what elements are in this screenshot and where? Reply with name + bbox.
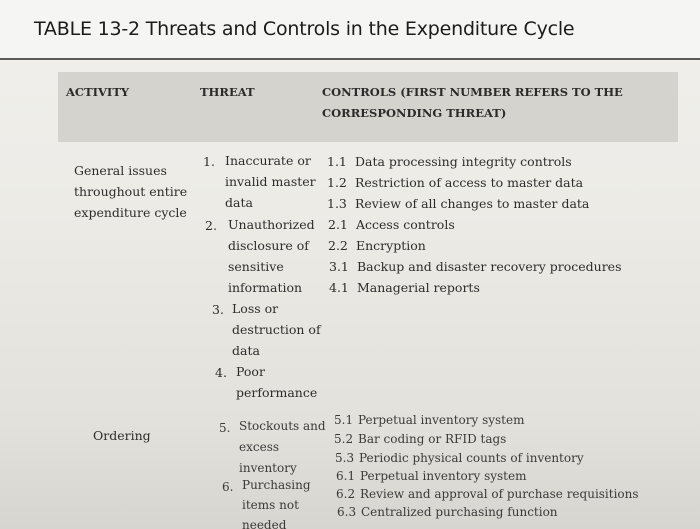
- control-item: 3.1 Backup and disaster recovery procedures: [329, 259, 622, 274]
- control-item: 6.3 Centralized purchasing function: [337, 505, 558, 519]
- threat-number: 1.: [203, 154, 215, 169]
- threat-number: 2.: [205, 218, 217, 233]
- header-controls-line1: CONTROLS (FIRST NUMBER REFERS TO THE: [322, 85, 623, 99]
- threat-number: 5.: [219, 421, 231, 435]
- control-item: 2.1 Access controls: [328, 217, 455, 232]
- activity-general-line2: throughout entire: [74, 184, 188, 199]
- activity-ordering: Ordering: [93, 428, 151, 443]
- threat-text: Purchasing items not needed: [242, 478, 311, 529]
- control-item: 5.3 Periodic physical counts of inventory: [335, 451, 584, 465]
- control-item: 5.2 Bar coding or RFID tags: [334, 432, 507, 446]
- header-controls-line2: CORRESPONDING THREAT): [322, 106, 507, 120]
- header-activity: ACTIVITY: [66, 85, 130, 99]
- threat-number: 4.: [215, 365, 227, 380]
- threat-text: Stockouts and excess inventory: [239, 419, 326, 475]
- control-item: 2.2 Encryption: [328, 238, 426, 253]
- threat-text: Poor performance: [236, 364, 318, 400]
- control-item: 4.1 Managerial reports: [329, 280, 480, 295]
- threat-number: 3.: [212, 302, 224, 317]
- control-item: 1.3 Review of all changes to master data: [327, 196, 590, 211]
- control-item: 6.1 Perpetual inventory system: [336, 469, 527, 483]
- threat-text: Unauthorized disclosure of sensitive information: [228, 217, 315, 295]
- threat-text: Inaccurate or invalid master data: [225, 153, 316, 210]
- header-threat: THREAT: [200, 85, 255, 99]
- control-item: 5.1 Perpetual inventory system: [334, 413, 525, 427]
- control-item: 1.1 Data processing integrity controls: [327, 154, 572, 169]
- threat-number: 6.: [222, 480, 234, 494]
- control-item: 6.2 Review and approval of purchase requisitions: [336, 487, 639, 501]
- control-item: 1.2 Restriction of access to master data: [327, 175, 584, 190]
- activity-general-line3: expenditure cycle: [74, 205, 187, 220]
- activity-general-line1: General issues: [74, 163, 167, 178]
- threat-text: Loss or destruction of data: [232, 301, 321, 358]
- title-bar: [0, 0, 700, 60]
- table-title: TABLE 13-2 Threats and Controls in the Expenditure Cycle: [34, 18, 575, 40]
